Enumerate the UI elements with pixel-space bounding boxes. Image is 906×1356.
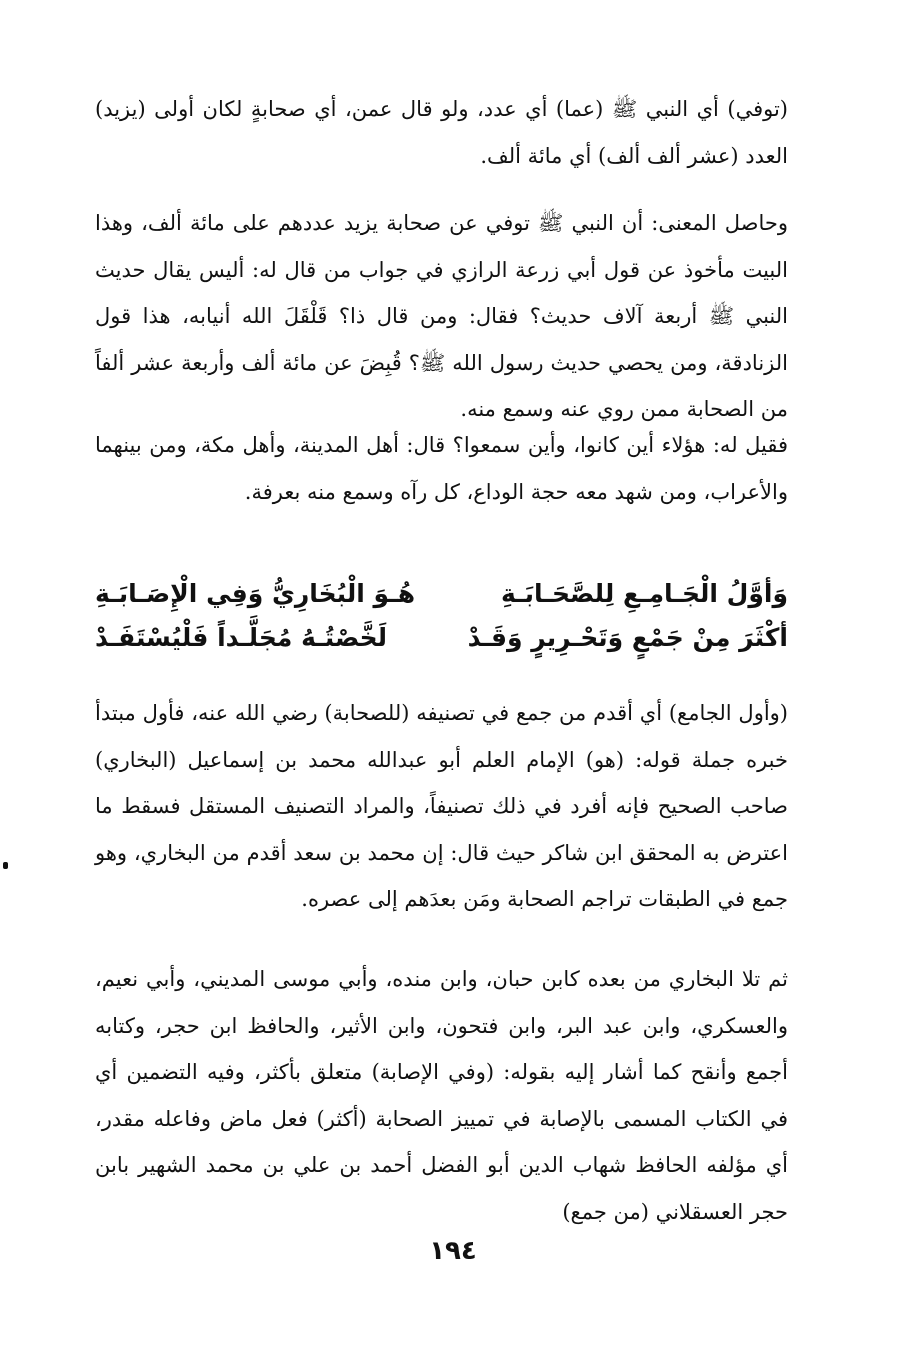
paragraph-4: (وأول الجامع) أي أقدم من جمع في تصنيفه (للصحابة) رضي الله عنه، فأول مبتدأ خبره جملة قوله: (هو) الإمام العلم أبو عبدالله محمد بن إسماعيل (البخاري) صاحب الصحيح فإنه أفرد في ذلك تصنيفاً، والمراد التصنيف المستقل فسقط ما اعترض به المحقق ابن شاكر حيث قال: إن محمد بن سعد أقدم من البخاري، وهو جمع في الطبقات تراجم الصحابة ومَن بعدَهم إلى عصره. [95,701,788,911]
paragraph-3: فقيل له: هؤلاء أين كانوا، وأين سمعوا؟ قال: أهل المدينة، وأهل مكة، ومن بينهما والأعراب، ومن شهد معه حجة الوداع، كل رآه وسمع منه بعرفة. [95,433,788,504]
verse-line-2-second-hemistich: لَخَّصْتُـهُ مُجَلَّـداً فَلْيُسْتَفَـدْ [95,623,388,652]
verse-line-1 [95,572,788,616]
paragraph-5: ثم تلا البخاري من بعده كابن حبان، وابن منده، وأبي موسى المديني، وأبي نعيم، والعسكري، وابن عبد البر، وابن فتحون، وابن الأثير، والحافظ ابن حجر، وكتابه أجمع وأنقح كما أشار إليه بقوله: (وفي الإصابة) متعلق بأكثر، وفيه التضمين أي في الكتاب المسمى بالإصابة في تمييز الصحابة (أكثر) فعل ماض وفاعله مقدر، أي مؤلفه الحافظ شهاب الدين أبو الفضل أحمد بن علي بن محمد الشهير بابن حجر العسقلاني (من جمع) [95,967,788,1224]
verse-line-2 [95,616,788,660]
margin-mark [3,862,8,869]
paragraph-2: وحاصل المعنى: أن النبي ﷺ توفي عن صحابة يزيد عددهم على مائة ألف، وهذا البيت مأخوذ عن قول أبي زرعة الرازي في جواب من قال له: أليس يقال حديث النبي ﷺ أربعة آلاف حديث؟ فقال: ومن قال ذا؟ قَلْقَلَ الله أنيابه، هذا قول الزنادقة، ومن يحصي حديث رسول الله ﷺ؟ قُبِضَ عن مائة ألف وأربعة عشر ألفاً من الصحابة ممن روي عنه وسمع منه. [95,211,788,421]
verse-block [95,572,788,660]
page-number: ١٩٤ [429,1236,477,1266]
verse-line-2-first-hemistich: أكْثَرَ مِنْ جَمْعٍ وَتَحْـرِيرٍ وَقَـدْ [467,623,788,652]
paragraph-1: (توفي) أي النبي ﷺ (عما) أي عدد، ولو قال عمن، أي صحابةٍ لكان أولى (يزيد) العدد (عشر ألف ألف) أي مائة ألف. [95,97,788,168]
verse-line-1-first-hemistich: وَأوَّلُ الْجَـامِـعِ لِلصَّحَـابَـةِ [500,579,788,608]
verse-line-1-second-hemistich: هُـوَ الْبُخَارِيُّ وَفِي الْإِصَـابَـةِ [95,579,416,608]
